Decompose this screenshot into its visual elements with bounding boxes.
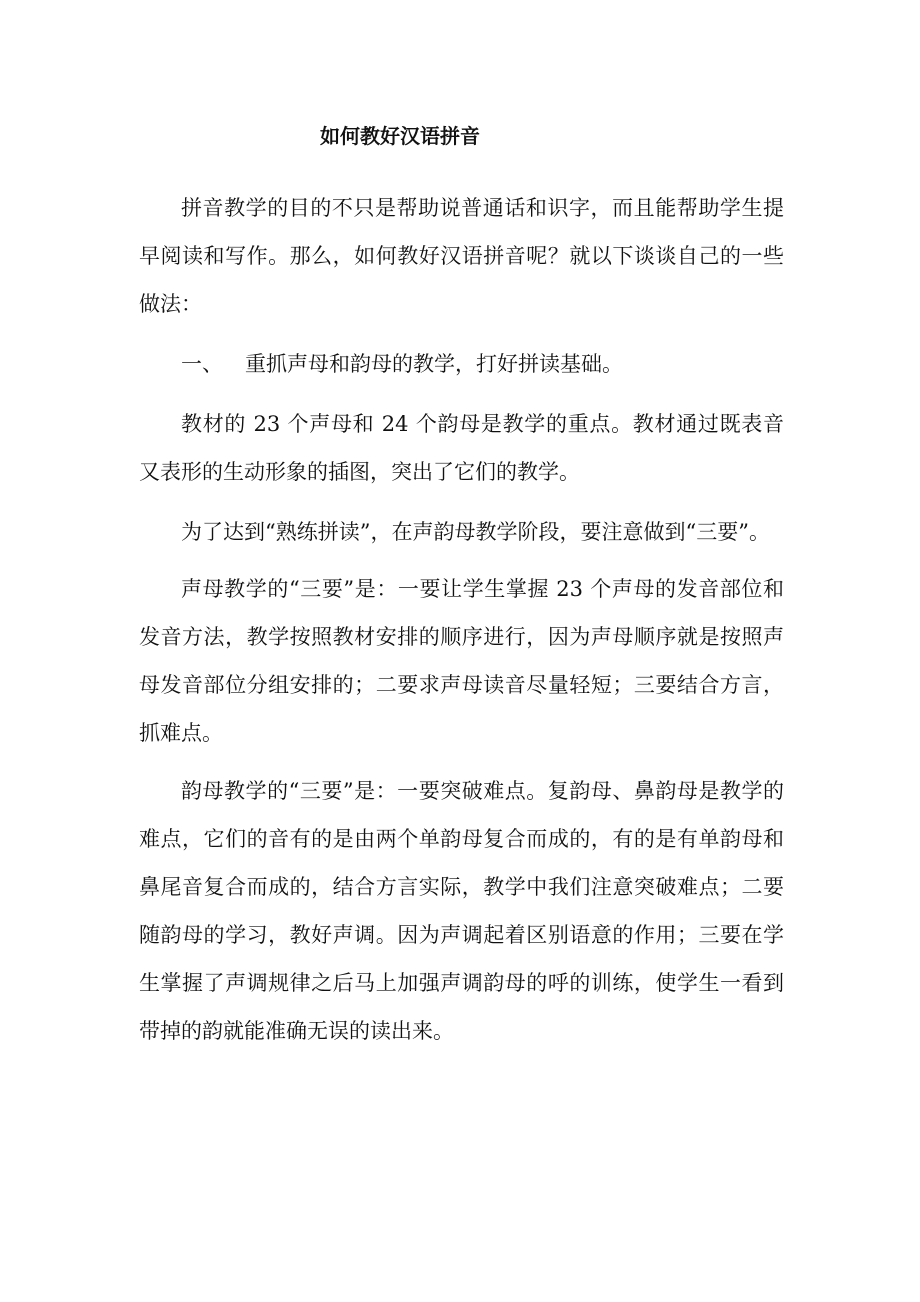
body-paragraph-2: 为了达到“熟练拼读”，在声韵母教学阶段，要注意做到“三要”。 (181, 520, 770, 544)
section-heading-text: 重抓声母和韵母的教学，打好拼读基础。 (245, 352, 623, 376)
document-title: 如何教好汉语拼音 (320, 124, 480, 148)
section-number: 一、 (181, 352, 223, 376)
body-paragraph-1: 教材的 23 个声母和 24 个韵母是教学的重点。教材通过既表音又表形的生动形象的插图，突出了它们的教学。 (139, 412, 784, 484)
intro-paragraph: 拼音教学的目的不只是帮助说普通话和识字，而且能帮助学生提早阅读和写作。那么，如何教好汉语拼音呢？就以下谈谈自己的一些做法： (139, 196, 784, 316)
section-heading (139, 340, 784, 388)
body-paragraph-3: 声母教学的“三要”是：一要让学生掌握 23 个声母的发音部位和发音方法，教学按照教材安排的顺序进行，因为声母顺序就是按照声母发音部位分组安排的；二要求声母读音尽量轻短；三要结合方言，抓难点。 (139, 577, 784, 745)
body-paragraph-4: 韵母教学的“三要”是：一要突破难点。复韵母、鼻韵母是教学的难点，它们的音有的是由两个单韵母复合而成的，有的是有单韵母和鼻尾音复合而成的，结合方言实际，教学中我们注意突破难点；二要随韵母的学习，教好声调。因为声调起着区别语意的作用；三要在学生掌握了声调规律之后马上加强声调韵母的呼的训练，使学生一看到带掉的韵就能准确无误的读出来。 (139, 779, 784, 1043)
